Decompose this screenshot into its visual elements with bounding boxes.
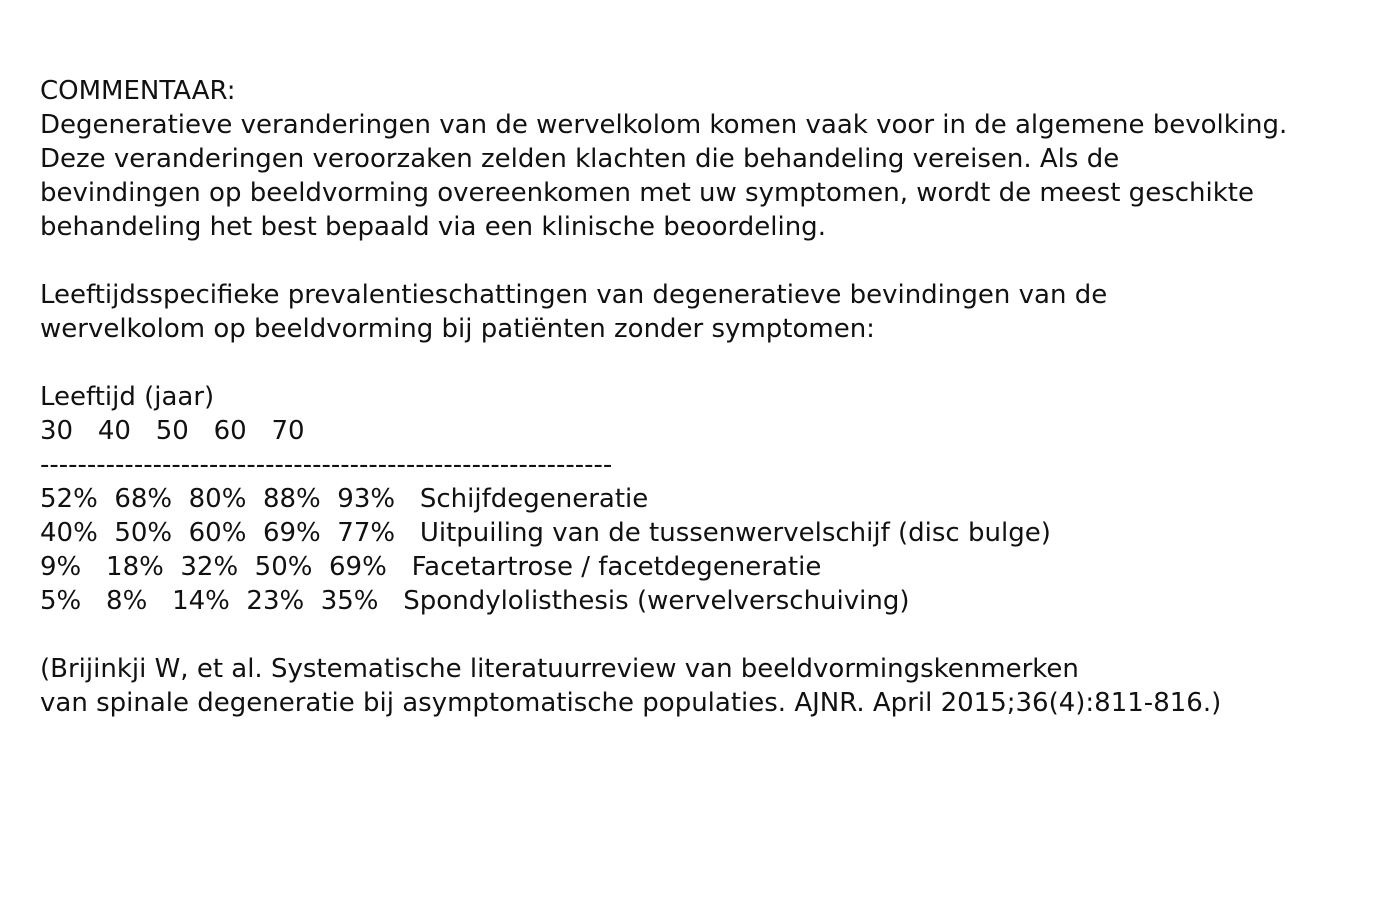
paragraph1-line4: behandeling het best bepaald via een klinische beoordeling. xyxy=(40,212,826,242)
table-row: 5% 8% 14% 23% 35% Spondylolisthesis (wervelverschuiving) xyxy=(40,586,910,616)
paragraph1-line2: Deze veranderingen veroorzaken zelden klachten die behandeling vereisen. Als de xyxy=(40,144,1120,174)
age-header: 30 40 50 60 70 xyxy=(40,416,305,446)
table-row: 52% 68% 80% 88% 93% Schijfdegeneratie xyxy=(40,484,649,514)
age-label: Leeftijd (jaar) xyxy=(40,382,215,412)
paragraph2-line1: Leeftijdsspecifieke prevalentieschattingen van degeneratieve bevindingen van de xyxy=(40,280,1108,310)
paragraph1-line1: Degeneratieve veranderingen van de wervelkolom komen vaak voor in de algemene bevolking. xyxy=(40,110,1288,140)
citation-line2: van spinale degeneratie bij asymptomatische populaties. AJNR. April 2015;36(4):811-816.) xyxy=(40,688,1222,718)
comment-heading: COMMENTAAR: xyxy=(40,76,236,106)
paragraph1-line3: bevindingen op beeldvorming overeenkomen met uw symptomen, wordt de meest geschikte xyxy=(40,178,1254,208)
table-row: 40% 50% 60% 69% 77% Uitpuiling van de tussenwervelschijf (disc bulge) xyxy=(40,518,1051,548)
paragraph2-line2: wervelkolom op beeldvorming bij patiënten zonder symptomen: xyxy=(40,314,875,344)
table-separator: ------------------------------------------------------------- xyxy=(40,450,613,480)
table-row: 9% 18% 32% 50% 69% Facetartrose / facetdegeneratie xyxy=(40,552,822,582)
report-text xyxy=(40,74,1390,720)
citation-line1: (Brijinkji W, et al. Systematische literatuurreview van beeldvormingskenmerken xyxy=(40,654,1079,684)
